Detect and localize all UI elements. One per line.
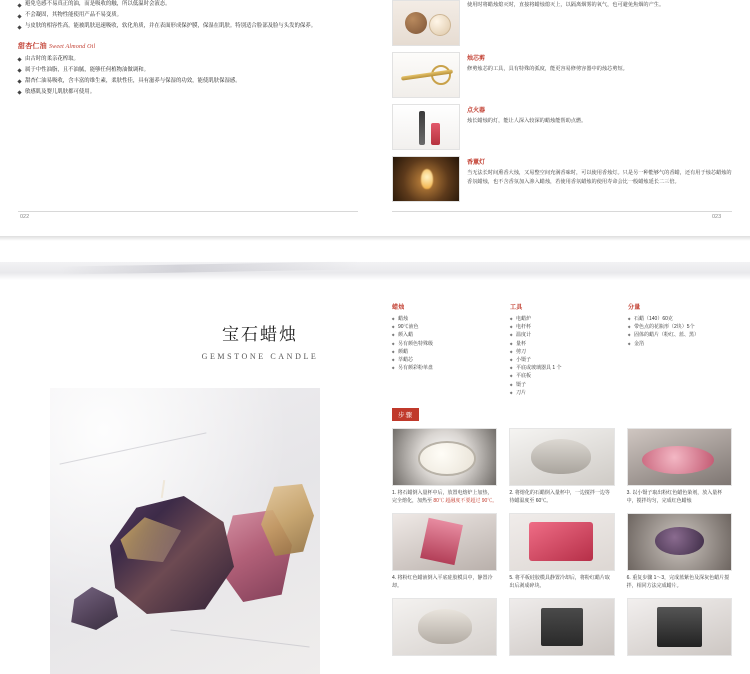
tool-entry	[392, 52, 732, 98]
step-item	[627, 598, 732, 659]
lighter-icon	[392, 104, 460, 150]
page-number-right: 023	[712, 214, 722, 220]
tool-title: 香薰灯	[467, 160, 486, 166]
list-item: 刀片	[510, 389, 614, 397]
quantity-list	[628, 315, 732, 348]
oil-properties-list	[18, 0, 358, 32]
steps-heading: 步骤	[392, 408, 419, 421]
tool-description: 当无法长时间熏香大烛，又易整空间充满香味时，可以使用香烛灯。只是另一种能够气的香蜡，还有用于烛芯蜡烛的香氛蜡烛，也不含香氛加入渗入蜡烛，若使用香氛蜡烛的使用寿命会比一般蜡烛延长二三倍。	[467, 170, 732, 185]
list-item: 平底或玻璃器具 1 个	[510, 364, 614, 372]
column-heading: 分量	[628, 305, 641, 311]
footer-rule-right	[392, 211, 732, 212]
tool-title: 烛芯剪	[467, 56, 486, 62]
step-photo-5	[509, 513, 614, 571]
step-photo-8	[509, 598, 614, 656]
step-caption: 3. 以小镊子取出粉红色蜡色染剂，放入量杯中，搅拌均匀，完成红色蜡烛	[626, 490, 723, 504]
spread-top	[0, 0, 750, 236]
step-caption	[392, 489, 497, 505]
materials-column-quantity	[628, 302, 732, 397]
list-item: 颜蜡	[392, 348, 496, 356]
list-item: 蜡烛	[392, 315, 496, 323]
step-caption: 2. 将熔化的石蜡倒入量杯中，一边搅拌一边等待蜡温度至 60℃。	[509, 490, 610, 504]
list-item: 电杆杯	[510, 323, 614, 331]
list-item: 固体的蜡片（粉红、蓝、黑）	[628, 331, 732, 339]
page-022-content	[18, 0, 358, 99]
list-item: 带色点的花瓶形（2块）5个	[628, 323, 732, 331]
tool-entry	[392, 104, 732, 150]
tool-text	[467, 156, 732, 186]
footer-rule-left	[18, 211, 358, 212]
list-item: 颜入蜡	[392, 331, 496, 339]
tool-description: 烛长蜡烛的灯，能让人深入较深的蜡烛能帮助点燃。	[467, 118, 587, 124]
list-item: 甜杏仁油易吸收，含丰富的维生素，柔肤性佳，具有滋养与保湿的功效，能使肌肤保湿感。	[18, 77, 358, 87]
tool-entry	[392, 156, 732, 202]
step-photo-7	[392, 598, 497, 656]
step-photo-4	[392, 513, 497, 571]
page-023-content	[392, 0, 732, 208]
column-heading: 蜡烛	[392, 305, 405, 311]
list-item: 金箔	[628, 340, 732, 348]
hero-photo	[50, 388, 320, 674]
list-item: 萃蜡芯	[392, 356, 496, 364]
column-heading: 工具	[510, 305, 523, 311]
step-caption: 5. 将平板硅胶模具静置冷却后，将粉红蜡片取出后剥成碎块。	[509, 575, 610, 589]
dish-icon	[392, 0, 460, 46]
list-item: 与皮肤的相容性高，能被肌肤迅速吸收，软化角质，并在表面形成保护膜，保湿在肌肤。特别适合脸部及脸与头发的保养。	[18, 22, 358, 32]
list-item: 敏感肌及婴儿肌肤都可使用。	[18, 88, 358, 98]
materials-column-candle	[392, 302, 496, 397]
step-photo-9	[627, 598, 732, 656]
step-item	[509, 513, 614, 590]
list-item: 石蜡（140）60克	[628, 315, 732, 323]
step-item	[627, 513, 732, 590]
wick-trimmer-icon	[392, 52, 460, 98]
list-item: 镊子	[510, 381, 614, 389]
list-item: 另有颜彩粉单盘	[392, 364, 496, 372]
list-item: 另有颜色特殊级	[392, 340, 496, 348]
section-title-cn: 甜杏仁油	[18, 42, 47, 50]
step-caption: 6. 重复步骤 1～3，完成蓝紫色及深灰色蜡片搅拌，相同方法完成蜡片。	[626, 575, 730, 589]
list-item: 剪刀	[510, 348, 614, 356]
step-item	[509, 428, 614, 505]
tool-text	[467, 0, 732, 10]
project-title	[140, 320, 380, 361]
tool-text	[467, 52, 732, 74]
step-photo-1	[392, 428, 497, 486]
section-heading	[18, 41, 358, 51]
step-photo-3	[627, 428, 732, 486]
step-caption-highlight: 80℃ 超融度不要超过 90℃。	[433, 498, 498, 504]
list-item: 不会凝固，其物性能使用产品不易变质。	[18, 11, 358, 21]
step-caption: 4. 将粉红色蜡液倒入平底硅胶模具中，静置冷却。	[392, 575, 493, 589]
page-number-left: 022	[20, 214, 30, 220]
list-item: 90℃液色	[392, 323, 496, 331]
step-item	[627, 428, 732, 505]
list-item: 电蜡炉	[510, 315, 614, 323]
section-title-en: Sweet Almond Oil	[48, 43, 96, 50]
step-item	[509, 598, 614, 659]
tools-list	[510, 315, 614, 397]
step-item	[392, 513, 497, 590]
page-edge-shadow	[0, 236, 750, 241]
page-title: 宝石蜡烛	[222, 325, 298, 344]
marble-background-strip	[0, 262, 750, 280]
tool-entry	[392, 0, 732, 46]
spread-bottom	[0, 280, 750, 674]
aroma-lamp-icon	[392, 156, 460, 202]
sweet-almond-oil-list	[18, 55, 358, 98]
materials-columns	[392, 302, 732, 397]
step-photo-6	[627, 513, 732, 571]
steps-grid	[392, 428, 732, 659]
tool-description: 使用时将蜡烛熄灭时，直接将蜡烛熄灭上，以隔离烟雾的氧气，也可避免焦烟的产生。	[467, 2, 665, 8]
step-photo-2	[509, 428, 614, 486]
tool-title: 点火器	[467, 108, 486, 114]
step-item	[392, 598, 497, 659]
list-item: 避免皂感不易真正的油，而是吸收的触，所以低温时会液态。	[18, 0, 358, 10]
tool-description: 修剪烛芯的工具，具有特殊的弧度，能更容易修剪容器中的烛芯剪短。	[467, 66, 628, 72]
materials-list	[392, 315, 496, 372]
page-title-en: GEMSTONE CANDLE	[201, 352, 319, 361]
list-item: 属于中性油脂，且不油腻，能够任何植物油做调和。	[18, 66, 358, 76]
step-caption-text: 1. 将石蜡倒入量杯中后，放置电熔炉上加热，完全熔化，加热至	[392, 490, 493, 504]
tool-text	[467, 104, 732, 126]
step-item	[392, 428, 497, 505]
list-item: 平底板	[510, 372, 614, 380]
materials-column-tools	[510, 302, 614, 397]
list-item: 小镊子	[510, 356, 614, 364]
list-item: 温度计	[510, 331, 614, 339]
list-item: 由古时的柔亲花榨取。	[18, 55, 358, 65]
list-item: 量杯	[510, 340, 614, 348]
